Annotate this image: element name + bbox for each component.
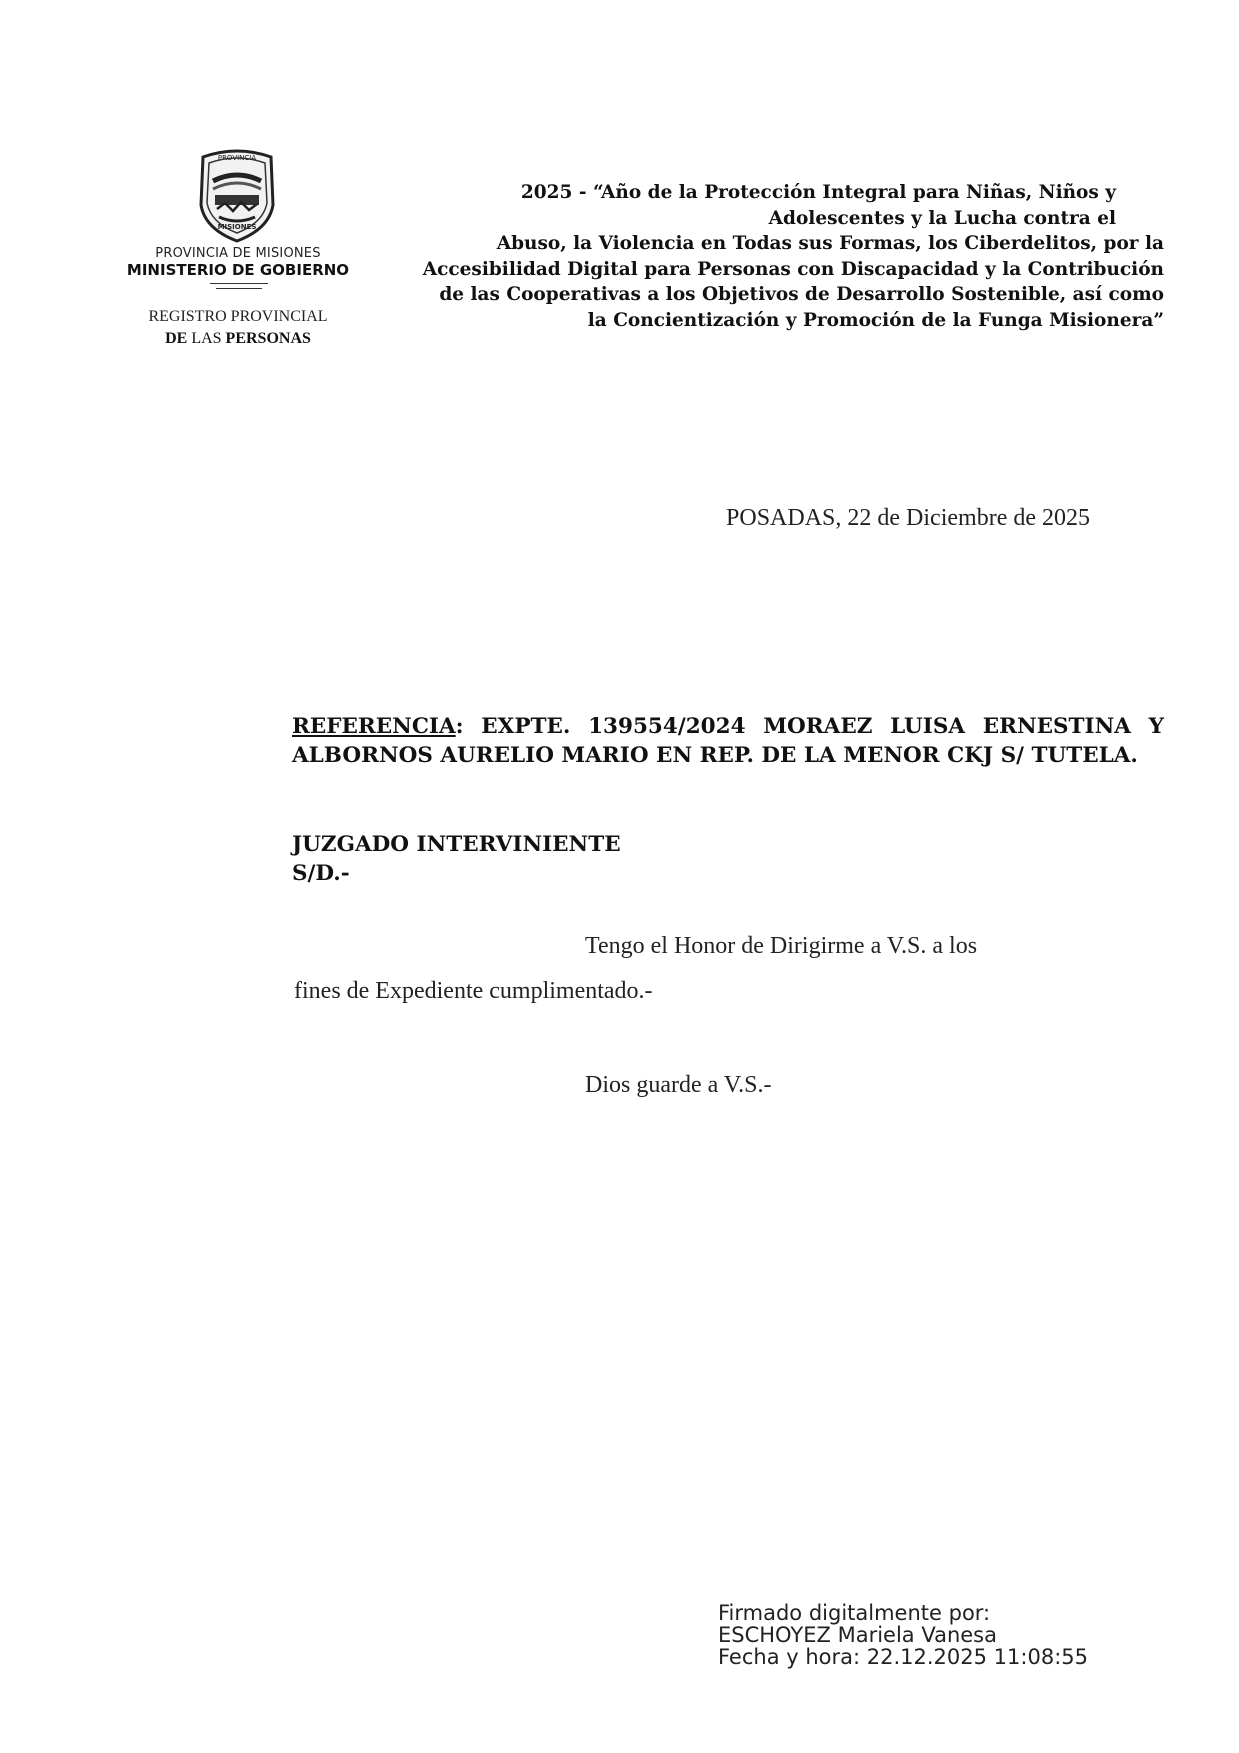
addressee-line: JUZGADO INTERVINIENTE	[292, 832, 621, 857]
body-text-line: fines de Expediente cumplimentado.-	[294, 978, 653, 1004]
letterhead-divider-short	[216, 288, 262, 289]
letterhead-divider	[210, 283, 268, 284]
motto-line: Accesibilidad Digital para Personas con Discapacidad y la Contribución	[422, 258, 1164, 280]
provincial-seal-logo	[189, 147, 285, 243]
motto-line: Abuso, la Violencia en Todas sus Formas, los Ciberdelitos, por la	[496, 233, 1164, 254]
province-name: PROVINCIA DE MISIONES	[155, 246, 321, 261]
closing-line: Dios guarde a V.S.-	[585, 1072, 772, 1098]
signature-line: ESCHOYEZ Mariela Vanesa	[718, 1623, 997, 1647]
body-text-line: Tengo el Honor de Dirigirme a V.S. a los	[585, 933, 978, 959]
addressee-line: S/D.-	[292, 861, 350, 886]
reference-text: : EXPTE. 139554/2024 MORAEZ LUISA ERNESTINA Y ALBORNOS AURELIO MARIO EN REP. DE LA MENOR CKJ S/ TUTELA.	[292, 714, 1164, 768]
signature-line: Fecha y hora: 22.12.2025 11:08:55	[718, 1645, 1088, 1669]
reference-label: REFERENCIA	[292, 714, 456, 739]
svg-text:PROVINCIA: PROVINCIA	[217, 154, 257, 162]
date-line: POSADAS, 22 de Diciembre de 2025	[726, 505, 1090, 531]
motto-line: Adolescentes y la Lucha contra el	[768, 207, 1116, 229]
addressee-block	[292, 830, 992, 888]
digital-signature-block	[718, 1602, 1178, 1668]
registry-name-line2: DE LAS PERSONAS	[165, 330, 311, 347]
motto-line: de las Cooperativas a los Objetivos de Desarrollo Sostenible, así como	[439, 284, 1164, 305]
svg-text:MISIONES: MISIONES	[217, 223, 257, 231]
motto-line: 2025 - “Año de la Protección Integral para Niñas, Niños y	[520, 182, 1116, 203]
registry-name-line1: REGISTRO PROVINCIAL	[148, 308, 328, 325]
motto-line: la Concientización y Promoción de la Funga Misionera”	[587, 309, 1164, 331]
reference-block	[292, 712, 1164, 770]
signature-line: Firmado digitalmente por:	[718, 1601, 991, 1625]
year-motto	[380, 180, 1164, 333]
ministry-name: MINISTERIO DE GOBIERNO	[126, 261, 350, 279]
